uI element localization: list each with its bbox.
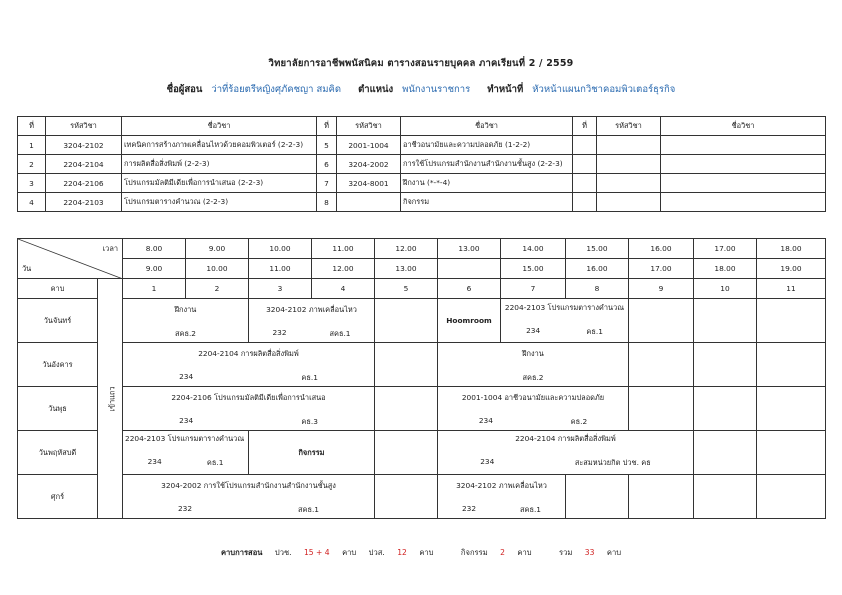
header-code: รหัสวิชา [337, 117, 401, 136]
subject-code: 2204-2103 [46, 193, 122, 212]
start-time: 12.00 [375, 239, 438, 259]
period-number: 7 [501, 279, 566, 299]
start-time: 15.00 [566, 239, 629, 259]
empty-slot [629, 299, 694, 343]
time-label: เวลา [102, 244, 118, 253]
empty-slot [694, 299, 757, 343]
subject-code: 2001-1004 [337, 136, 401, 155]
class-room: 232 [177, 504, 193, 513]
position-value: พนักงานราชการ [402, 84, 471, 95]
subject-name: กิจกรรม [401, 193, 573, 212]
start-time: 10.00 [249, 239, 312, 259]
end-time: 16.00 [566, 259, 629, 279]
start-time: 18.00 [757, 239, 826, 259]
day-row-thursday [18, 431, 826, 475]
class-block [501, 299, 629, 343]
subject-row [18, 155, 826, 174]
total-value: 33 [584, 548, 595, 557]
class-room: 234 [179, 372, 194, 381]
activity-count-label: กิจกรรม [460, 548, 488, 557]
morning-assembly-cell [98, 279, 123, 519]
day-row-friday [18, 475, 826, 519]
subject-code [597, 155, 661, 174]
empty-slot [694, 387, 757, 431]
class-block [438, 475, 566, 519]
empty-slot [629, 475, 694, 519]
unit-label: คาบ [419, 548, 434, 557]
period-number: 2 [186, 279, 249, 299]
end-time: 12.00 [312, 259, 375, 279]
period-number: 9 [629, 279, 694, 299]
class-title: 3204-2102 ภาพเคลื่อนไหว [266, 305, 357, 314]
end-time: 11.00 [249, 259, 312, 279]
empty-slot [375, 299, 438, 343]
class-room: 232 [461, 504, 477, 513]
class-room: 234 [147, 457, 162, 466]
subject-no: 7 [317, 174, 337, 193]
subject-row [18, 193, 826, 212]
subject-name [661, 155, 826, 174]
activity-count-value: 2 [500, 548, 505, 557]
page-title: วิทยาลัยการอาชีพพนัสนิคม ตารางสอนรายบุคคล ภาคเรียนที่ 2 / 2559 [268, 58, 574, 69]
header-name: ชื่อวิชา [401, 117, 573, 136]
class-title: ฝึกงาน [174, 305, 197, 314]
summary-label: คาบการสอน [220, 548, 263, 557]
day-row-monday [18, 299, 826, 343]
subject-no: 2 [18, 155, 46, 174]
end-time: 9.00 [123, 259, 186, 279]
header-name: ชื่อวิชา [661, 117, 826, 136]
empty-slot [757, 475, 826, 519]
empty-slot [757, 387, 826, 431]
empty-slot [375, 475, 438, 519]
period-label: คาบ [18, 279, 98, 299]
class-title: 2204-2106 โปรแกรมมัลติมีเดียเพื่อการนำเสนอ [171, 393, 326, 402]
subject-code: 3204-2102 [46, 136, 122, 155]
header-code: รหัสวิชา [597, 117, 661, 136]
subject-header-row [18, 117, 826, 136]
subject-name: เทคนิคการสร้างภาพเคลื่อนไหวด้วยคอมพิวเตอร์ (2-2-3) [122, 136, 317, 155]
start-time: 11.00 [312, 239, 375, 259]
class-block [438, 343, 629, 387]
class-room: 234 [480, 457, 495, 466]
start-time: 8.00 [123, 239, 186, 259]
subject-name: การผลิตสื่อสิ่งพิมพ์ (2-2-3) [122, 155, 317, 174]
end-time: 18.00 [694, 259, 757, 279]
subject-no: 6 [317, 155, 337, 174]
total-label: รวม [559, 548, 573, 557]
subject-no: 8 [317, 193, 337, 212]
teacher-label: ชื่อผู้สอน [166, 84, 203, 95]
empty-slot [757, 343, 826, 387]
class-group: สคธ.2 [522, 373, 544, 382]
empty-slot [375, 387, 438, 431]
subject-name: การใช้โปรแกรมสำนักงานสำนักงานชั้นสูง (2-2-3) [401, 155, 573, 174]
header-no: ที่ [573, 117, 597, 136]
subject-name: ฝึกงาน (*-*-4) [401, 174, 573, 193]
period-number: 6 [438, 279, 501, 299]
teaching-periods-summary [0, 547, 842, 559]
day-name: ศุกร์ [18, 475, 98, 519]
day-row-wednesday [18, 387, 826, 431]
subject-code [597, 136, 661, 155]
end-time: 13.00 [375, 259, 438, 279]
empty-slot [629, 387, 694, 431]
class-group: คธ.3 [301, 417, 318, 426]
start-time: 9.00 [186, 239, 249, 259]
class-room: 232 [272, 328, 287, 337]
header-name: ชื่อวิชา [122, 117, 317, 136]
class-title: 2204-2104 การผลิตสื่อสิ่งพิมพ์ [515, 434, 616, 443]
subject-no [573, 155, 597, 174]
corner-header-cell [18, 239, 123, 279]
day-row-tuesday [18, 343, 826, 387]
activity-label: กิจกรรม [298, 447, 325, 457]
class-block [123, 343, 375, 387]
pvs-label: ปวส. [368, 548, 385, 557]
period-number: 1 [123, 279, 186, 299]
day-name: วันจันทร์ [18, 299, 98, 343]
class-group: สคธ.1 [519, 505, 542, 514]
pvc-value: 15 + 4 [303, 548, 330, 557]
end-time [438, 259, 501, 279]
unit-label: คาบ [342, 548, 357, 557]
morning-assembly-label: เข้าแถว [107, 385, 117, 412]
start-time: 14.00 [501, 239, 566, 259]
subject-code [597, 193, 661, 212]
empty-slot [694, 475, 757, 519]
class-group: คธ.1 [206, 458, 224, 467]
end-time: 17.00 [629, 259, 694, 279]
period-number: 11 [757, 279, 826, 299]
period-number: 10 [694, 279, 757, 299]
class-block [249, 299, 375, 343]
teacher-info [0, 82, 842, 97]
duty-value: หัวหน้าแผนกวิชาคอมพิวเตอร์ธุรกิจ [532, 84, 676, 95]
subject-no: 4 [18, 193, 46, 212]
timetable-grid [17, 238, 826, 519]
class-room: 234 [478, 416, 493, 425]
day-name: วันพุธ [18, 387, 98, 431]
start-time: 17.00 [694, 239, 757, 259]
subject-name: โปรแกรมมัลติมีเดียเพื่อการนำเสนอ (2-2-3) [122, 174, 317, 193]
unit-label: คาบ [517, 548, 532, 557]
subject-no: 1 [18, 136, 46, 155]
period-number: 4 [312, 279, 375, 299]
class-group: สะสมหน่วยกิต ปวช. คธ [574, 458, 651, 467]
class-title: 3204-2002 การใช้โปรแกรมสำนักงานสำนักงานชั้นสูง [161, 481, 336, 490]
class-title: 2001-1004 อาชีวอนามัยและความปลอดภัย [461, 393, 605, 402]
class-title: ฝึกงาน [522, 349, 544, 358]
empty-slot [375, 343, 438, 387]
header-no: ที่ [18, 117, 46, 136]
subject-name: อาชีวอนามัยและความปลอดภัย (1-2-2) [401, 136, 573, 155]
subject-no [573, 136, 597, 155]
start-time-row [18, 239, 826, 259]
subject-code: 2204-2106 [46, 174, 122, 193]
teacher-name: ว่าที่ร้อยตรีหญิงศุภัคชญา สมคิด [211, 84, 342, 95]
subject-no [573, 174, 597, 193]
class-group: คธ.1 [586, 327, 603, 336]
subject-name [661, 174, 826, 193]
class-block [123, 475, 375, 519]
homeroom-cell [438, 299, 501, 343]
end-time: 10.00 [186, 259, 249, 279]
period-row [18, 279, 826, 299]
subject-name: โปรแกรมตารางคำนวณ (2-2-3) [122, 193, 317, 212]
position-label: ตำแหน่ง [358, 84, 394, 95]
subject-row [18, 136, 826, 155]
empty-slot [757, 299, 826, 343]
duty-label: ทำหน้าที่ [487, 84, 524, 95]
class-title: 3204-2102 ภาพเคลื่อนไหว [456, 481, 547, 490]
subject-name [661, 136, 826, 155]
start-time: 13.00 [438, 239, 501, 259]
period-number: 8 [566, 279, 629, 299]
empty-slot [566, 475, 629, 519]
day-name: วันอังคาร [18, 343, 98, 387]
subject-code [597, 174, 661, 193]
day-label: วัน [22, 264, 32, 273]
subject-name [661, 193, 826, 212]
class-group: คธ.2 [570, 417, 588, 426]
period-number: 3 [249, 279, 312, 299]
period-number: 5 [375, 279, 438, 299]
end-time: 15.00 [501, 259, 566, 279]
class-block [123, 387, 375, 431]
subject-list-table [17, 116, 826, 212]
class-room: 234 [526, 326, 541, 335]
activity-cell [249, 431, 375, 475]
class-title: 2204-2103 โปรแกรมตารางคำนวณ [125, 434, 245, 443]
header-no: ที่ [317, 117, 337, 136]
homeroom-label: Hoomroom [446, 316, 492, 325]
subject-code [337, 193, 401, 212]
class-block [123, 299, 249, 343]
subject-row [18, 174, 826, 193]
header-code: รหัสวิชา [46, 117, 122, 136]
pvs-value: 12 [397, 548, 407, 557]
subject-code: 3204-8001 [337, 174, 401, 193]
empty-slot [757, 431, 826, 475]
start-time: 16.00 [629, 239, 694, 259]
class-title: 2204-2104 การผลิตสื่อสิ่งพิมพ์ [198, 349, 299, 358]
class-group: คธ.1 [301, 373, 318, 382]
class-block [438, 431, 694, 475]
empty-slot [694, 431, 757, 475]
subject-code: 3204-2002 [337, 155, 401, 174]
class-room: 234 [179, 416, 194, 425]
empty-slot [694, 343, 757, 387]
pvc-label: ปวช. [274, 548, 292, 557]
subject-no: 3 [18, 174, 46, 193]
end-time-row [18, 259, 826, 279]
subject-no [573, 193, 597, 212]
day-name: วันพฤหัสบดี [18, 431, 98, 475]
subject-no: 5 [317, 136, 337, 155]
class-room: สคธ.2 [174, 329, 197, 338]
class-group: สคธ.1 [297, 505, 320, 514]
empty-slot [629, 343, 694, 387]
class-group: สคธ.1 [329, 329, 351, 338]
subject-code: 2204-2104 [46, 155, 122, 174]
class-title: 2204-2103 โปรแกรมตารางคำนวณ [504, 303, 625, 312]
class-block [438, 387, 629, 431]
end-time: 19.00 [757, 259, 826, 279]
class-block [123, 431, 249, 475]
empty-slot [375, 431, 438, 475]
unit-label: คาบ [606, 548, 622, 557]
